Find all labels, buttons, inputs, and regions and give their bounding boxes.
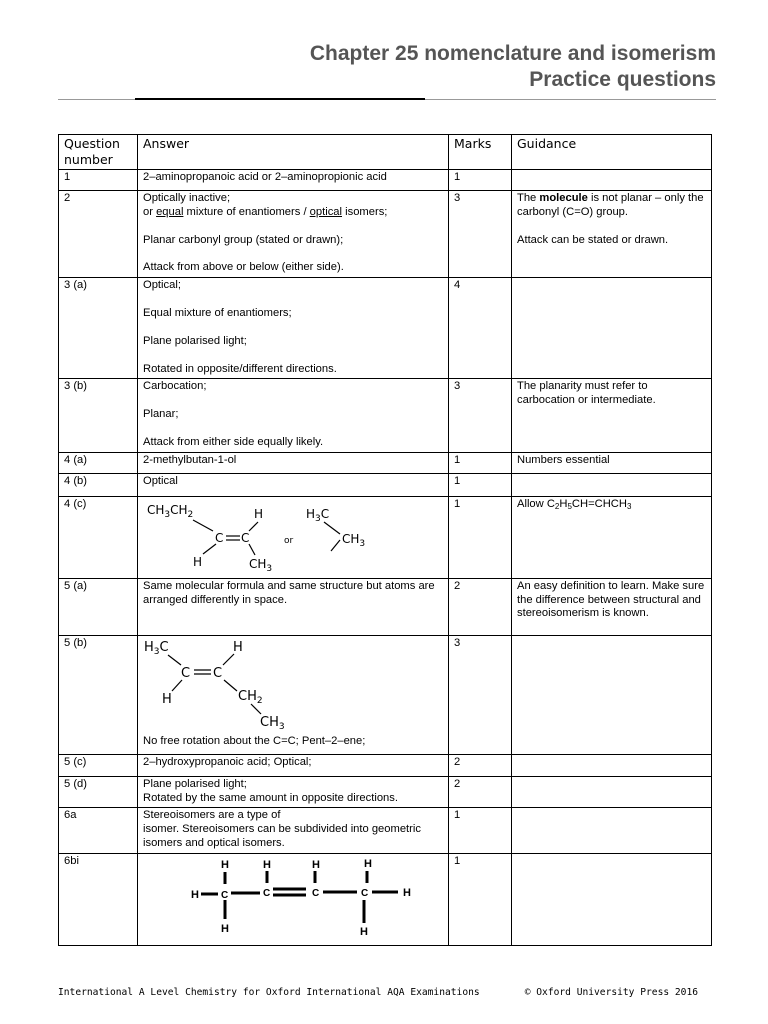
atom-c: C xyxy=(241,530,250,545)
atom-h: H xyxy=(193,554,203,569)
answer-cell xyxy=(138,776,449,808)
formula-ch3: $CH_3$ xyxy=(260,714,285,732)
table-row xyxy=(59,278,712,379)
but-1-ene-structure-diagram xyxy=(143,855,443,941)
table-row xyxy=(59,191,712,278)
header-question: Question number xyxy=(59,135,138,170)
answer-cell: 2–aminopropanoic acid or 2–aminopropionic acid xyxy=(138,170,449,191)
guidance-cell xyxy=(512,808,712,853)
header-answer: Answer xyxy=(138,135,449,170)
table-row xyxy=(59,754,712,776)
answer-cell: Optical xyxy=(138,473,449,496)
atom-h: H xyxy=(403,886,411,899)
answer-line: Attack from above or below (either side). xyxy=(143,261,344,274)
atom-c: C xyxy=(215,530,224,545)
table-row xyxy=(59,776,712,808)
chapter-title: Chapter 25 nomenclature and isomerism xyxy=(309,42,716,65)
marks-cell: 3 xyxy=(449,191,512,278)
answer-line: Carbocation; xyxy=(143,380,207,393)
or-label: or xyxy=(284,535,294,546)
marks-cell: 1 xyxy=(449,452,512,473)
table-row xyxy=(59,496,712,578)
atom-h: H xyxy=(233,639,243,655)
guidance-text: The xyxy=(517,192,540,204)
atom-h: H xyxy=(191,888,199,901)
answer-line: Planar carbonyl group (stated or drawn); xyxy=(143,233,344,246)
marks-cell: 1 xyxy=(449,496,512,578)
answer-cell xyxy=(138,808,449,853)
answer-cell: 2-methylbutan-1-ol xyxy=(138,452,449,473)
answer-line: Equal mixture of enantiomers; xyxy=(143,306,292,319)
answer-line: Plane polarised light; xyxy=(143,334,247,347)
question-number: 3 (b) xyxy=(59,379,138,452)
table-row xyxy=(59,635,712,754)
answer-text: mixture of enantiomers / xyxy=(183,205,310,218)
guidance-bold: molecule xyxy=(539,192,588,204)
table-row xyxy=(59,578,712,635)
answer-cell xyxy=(138,635,449,754)
answer-line: No free rotation about the C=C; Pent–2–ene; xyxy=(143,734,366,747)
formula-ch3: $CH_3$ xyxy=(342,531,366,549)
guidance-cell: Allow $C_2H_5CH=CHCH_3$ xyxy=(512,496,712,578)
atom-h: H xyxy=(312,858,320,871)
atom-h: H xyxy=(364,857,372,870)
table-row xyxy=(59,452,712,473)
answer-cell xyxy=(138,191,449,278)
answer-line: Rotated by the same amount in opposite directions. xyxy=(143,791,398,804)
formula-h3c: $H_3C$ xyxy=(144,639,169,657)
answer-cell xyxy=(138,278,449,379)
answer-line: Attack from either side equally likely. xyxy=(143,435,324,448)
answer-underlined: equal xyxy=(156,205,184,218)
formula-ch3: $CH_3$ xyxy=(249,556,273,574)
formula-ch3ch2: $CH_3CH_2$ xyxy=(147,502,194,520)
footer-book-title: International A Level Chemistry for Oxford International AQA Examinations xyxy=(58,987,480,998)
table-row xyxy=(59,170,712,191)
atom-h: H xyxy=(221,922,229,935)
marks-cell: 1 xyxy=(449,808,512,853)
answer-line: Optical; xyxy=(143,279,181,292)
marks-cell: 2 xyxy=(449,578,512,635)
guidance-cell: The planarity must refer to carbocation or intermediate. xyxy=(512,379,712,452)
formula-h3c: $H_3C$ xyxy=(306,506,330,524)
atom-h: H xyxy=(221,858,229,871)
question-number: 5 (d) xyxy=(59,776,138,808)
answer-line: Planar; xyxy=(143,408,179,421)
marks-cell: 3 xyxy=(449,635,512,754)
question-number: 6a xyxy=(59,808,138,853)
footer-copyright: © Oxford University Press 2016 xyxy=(524,987,698,998)
guidance-cell: An easy definition to learn. Make sure the difference between structural and stereoisomerism is known. xyxy=(512,578,712,635)
page-subtitle: Practice questions xyxy=(529,68,716,91)
table-row xyxy=(59,808,712,853)
answer-line: Plane polarised light; xyxy=(143,777,247,790)
guidance-line: Attack can be stated or drawn. xyxy=(517,233,669,246)
atom-h: H xyxy=(254,506,264,521)
header-guidance: Guidance xyxy=(512,135,712,170)
answer-underlined: optical xyxy=(309,205,343,218)
marks-cell: 1 xyxy=(449,170,512,191)
atom-c: C xyxy=(361,887,369,899)
guidance-cell xyxy=(512,191,712,278)
question-number: 5 (c) xyxy=(59,754,138,776)
atom-h: H xyxy=(263,858,271,871)
atom-c: C xyxy=(312,887,320,899)
answer-line: isomer. Stereoisomers can be subdivided into geometric isomers and optical isomers. xyxy=(143,823,421,849)
answer-cell xyxy=(138,853,449,945)
marks-cell: 2 xyxy=(449,754,512,776)
guidance-cell: Numbers essential xyxy=(512,452,712,473)
answer-text: or xyxy=(143,205,157,218)
answer-cell: Same molecular formula and same structure but atoms are arranged differently in space. xyxy=(138,578,449,635)
formula-ch2: $CH_2$ xyxy=(238,688,263,706)
answer-cell: 2–hydroxypropanoic acid; Optical; xyxy=(138,754,449,776)
marks-cell: 2 xyxy=(449,776,512,808)
pent-2-ene-structure-diagram xyxy=(143,637,343,735)
question-number: 5 (a) xyxy=(59,578,138,635)
atom-h: H xyxy=(360,925,368,938)
guidance-cell xyxy=(512,473,712,496)
guidance-cell xyxy=(512,776,712,808)
marks-cell: 3 xyxy=(449,379,512,452)
guidance-cell xyxy=(512,278,712,379)
guidance-text: is not planar – only the carbonyl (C=O) group. xyxy=(517,192,704,218)
answer-cell xyxy=(138,379,449,452)
table-row xyxy=(59,853,712,945)
guidance-cell xyxy=(512,635,712,754)
table-row xyxy=(59,473,712,496)
marks-cell: 1 xyxy=(449,853,512,945)
guidance-cell xyxy=(512,853,712,945)
question-number: 4 (b) xyxy=(59,473,138,496)
question-number: 6bi xyxy=(59,853,138,945)
table-row xyxy=(59,379,712,452)
atom-c: C xyxy=(221,889,229,901)
question-number: 5 (b) xyxy=(59,635,138,754)
question-number: 3 (a) xyxy=(59,278,138,379)
mark-scheme-table xyxy=(58,134,712,946)
marks-cell: 4 xyxy=(449,278,512,379)
header-marks: Marks xyxy=(449,135,512,170)
answer-text: isomers; xyxy=(342,205,388,218)
atom-c: C xyxy=(181,665,191,681)
table-header-row xyxy=(59,135,712,170)
alkene-structure-diagram xyxy=(143,498,383,574)
question-number: 4 (a) xyxy=(59,452,138,473)
answer-line: Rotated in opposite/different directions. xyxy=(143,362,337,375)
atom-c: C xyxy=(213,665,223,681)
question-number: 1 xyxy=(59,170,138,191)
guidance-cell xyxy=(512,754,712,776)
answer-cell xyxy=(138,496,449,578)
atom-h: H xyxy=(162,691,172,707)
marks-cell: 1 xyxy=(449,473,512,496)
question-number: 2 xyxy=(59,191,138,278)
question-number: 4 (c) xyxy=(59,496,138,578)
header-rule-accent xyxy=(135,98,425,100)
guidance-cell xyxy=(512,170,712,191)
answer-line: Optically inactive; xyxy=(143,192,231,204)
atom-c: C xyxy=(263,887,271,899)
answer-line: Stereoisomers are a type of xyxy=(143,809,281,822)
